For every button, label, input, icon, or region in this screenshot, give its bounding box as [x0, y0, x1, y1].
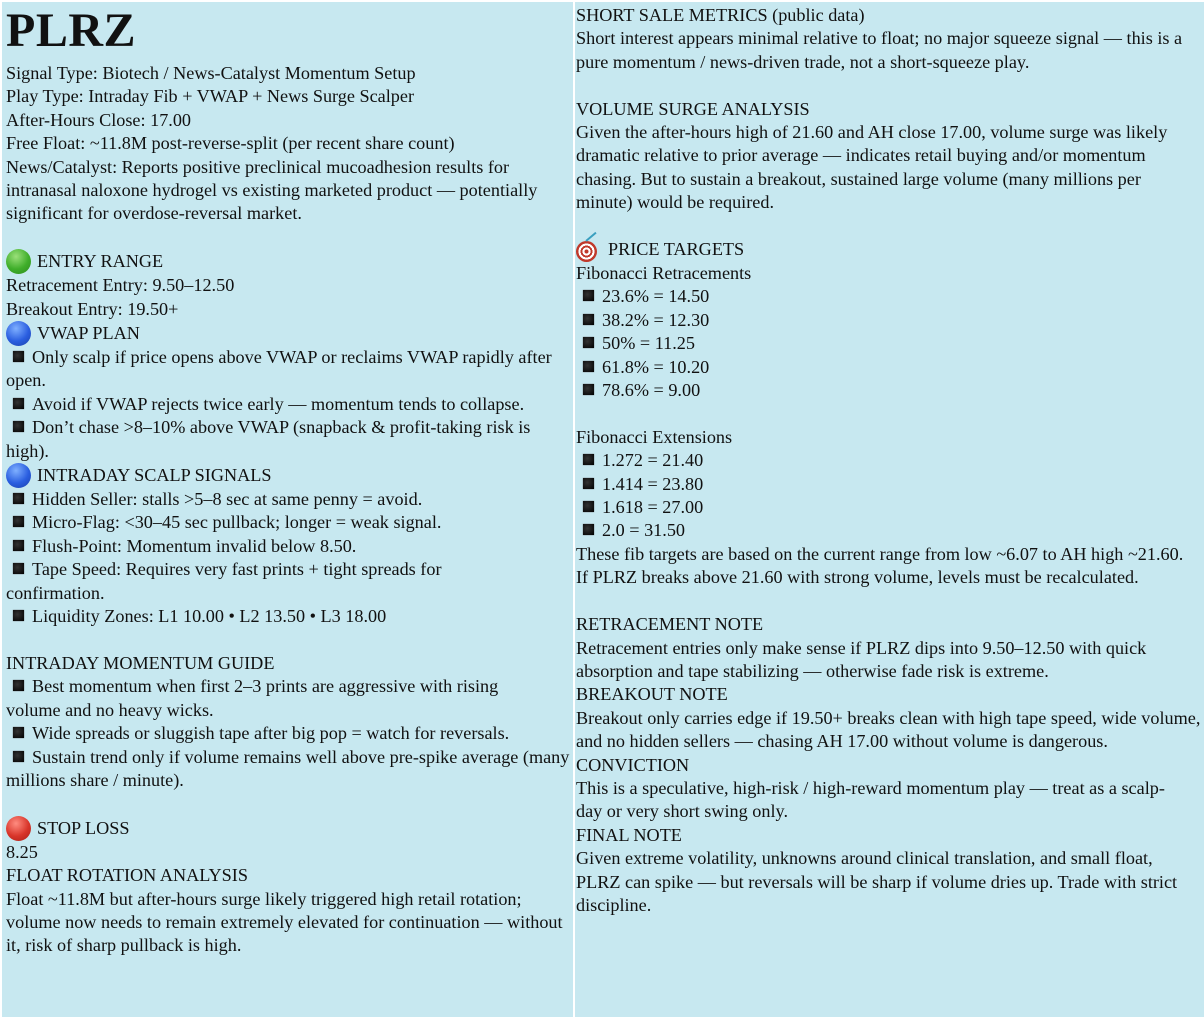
fib-level-text: 61.8% = 10.20	[602, 356, 710, 377]
list-item	[6, 558, 506, 605]
fib-level	[576, 309, 1204, 332]
list-item-text: Tape Speed: Requires very fast prints + tight spreads for confirmation.	[6, 559, 442, 603]
fib-level-text: 50% = 11.25	[602, 333, 695, 354]
square-bullet-icon	[13, 680, 24, 691]
square-bullet-icon	[583, 524, 594, 535]
overview-section	[6, 62, 573, 226]
breakout-entry: Breakout Entry: 19.50+	[6, 298, 179, 319]
list-item	[6, 722, 573, 745]
stop-loss-value: 8.25	[6, 841, 38, 862]
entry-range-section	[6, 249, 573, 321]
fib-level	[576, 449, 1204, 472]
after-hours-close: After-Hours Close: 17.00	[6, 109, 192, 130]
square-bullet-icon	[13, 398, 24, 409]
list-item-text: Micro-Flag: <30–45 sec pullback; longer = weak signal.	[32, 512, 442, 533]
square-bullet-icon	[13, 493, 24, 504]
square-bullet-icon	[13, 351, 24, 362]
red-circle-icon	[6, 816, 31, 841]
square-bullet-icon	[13, 516, 24, 527]
ticker-title: PLRZ	[6, 4, 137, 57]
list-item-text: Only scalp if price opens above VWAP or reclaims VWAP rapidly after open.	[6, 347, 552, 391]
square-bullet-icon	[583, 361, 594, 372]
fib-level	[576, 285, 1204, 308]
fib-extensions-title: Fibonacci Extensions	[576, 426, 733, 447]
spacer	[6, 792, 573, 815]
fib-level-text: 23.6% = 14.50	[602, 286, 710, 307]
list-item-text: Sustain trend only if volume remains well above pre-spike average (many millions share / minute).	[6, 746, 570, 790]
fib-level	[576, 356, 1204, 379]
scalp-signals-section	[6, 463, 573, 628]
square-bullet-icon	[13, 727, 24, 738]
momentum-guide-section	[6, 652, 573, 792]
spacer	[576, 590, 1204, 613]
fib-level	[576, 332, 1204, 355]
fib-level-text: 2.0 = 31.50	[602, 520, 686, 541]
short-sale-section	[576, 4, 1204, 74]
retracement-entry: Retracement Entry: 9.50–12.50	[6, 275, 235, 296]
spacer	[576, 74, 1204, 97]
list-item	[6, 416, 568, 463]
volume-surge-title: VOLUME SURGE ANALYSIS	[576, 98, 810, 119]
float-rotation-title: FLOAT ROTATION ANALYSIS	[6, 865, 248, 886]
square-bullet-icon	[583, 314, 594, 325]
free-float: Free Float: ~11.8M post-reverse-split (per recent share count)	[6, 133, 455, 154]
volume-surge-section	[576, 98, 1204, 215]
price-targets-title: PRICE TARGETS	[608, 239, 745, 260]
final-note-text: Given extreme volatility, unknowns around clinical translation, and small float, PLRZ can spike — but reversals will be sharp if volume dries up. Trade with strict discipline.	[576, 848, 1178, 915]
list-item	[6, 535, 573, 558]
fib-level-text: 1.618 = 27.00	[602, 497, 704, 518]
list-item-text: Wide spreads or sluggish tape after big pop = watch for reversals.	[32, 723, 510, 744]
fib-level	[576, 473, 1204, 496]
fib-level-text: 38.2% = 12.30	[602, 309, 710, 330]
fib-level-text: 1.272 = 21.40	[602, 450, 704, 471]
fib-retracements-title: Fibonacci Retracements	[576, 263, 752, 284]
square-bullet-icon	[583, 454, 594, 465]
fib-level	[576, 519, 1204, 542]
list-item-text: Flush-Point: Momentum invalid below 8.50.	[32, 535, 357, 556]
retracement-note-title: RETRACEMENT NOTE	[576, 614, 764, 635]
scalp-signals-title: INTRADAY SCALP SIGNALS	[37, 464, 272, 485]
left-panel	[2, 2, 573, 1017]
square-bullet-icon	[583, 478, 594, 489]
entry-range-header	[6, 249, 573, 274]
retracement-note-section	[576, 613, 1204, 683]
signal-type: Signal Type: Biotech / News-Catalyst Momentum Setup	[6, 63, 416, 83]
square-bullet-icon	[583, 337, 594, 348]
list-item-text: Liquidity Zones: L1 10.00 • L2 13.50 • L3 18.00	[32, 606, 387, 627]
vwap-plan-header	[6, 321, 573, 346]
list-item-text: Avoid if VWAP rejects twice early — momentum tends to collapse.	[32, 393, 525, 414]
square-bullet-icon	[583, 384, 594, 395]
breakout-note-section	[576, 683, 1204, 753]
entry-range-title: ENTRY RANGE	[37, 251, 164, 272]
list-item	[6, 605, 573, 628]
square-bullet-icon	[13, 751, 24, 762]
price-targets-header	[576, 238, 1204, 262]
spacer	[6, 629, 573, 652]
volume-surge-text: Given the after-hours high of 21.60 and AH close 17.00, volume surge was likely dramatic relative to prior average — indicates retail buying and/or momentum chasing. But to sustain a breakout, sustained large volume (many millions per minute) would be required.	[576, 122, 1168, 213]
breakout-note-text: Breakout only carries edge if 19.50+ breaks clean with high tape speed, wide volume, and no hidden sellers — chasing AH 17.00 without volume is dangerous.	[576, 707, 1201, 752]
retracement-note-text: Retracement entries only make sense if PLRZ dips into 9.50–12.50 with quick absorption and tape stabilizing — otherwise fade risk is extreme.	[576, 637, 1147, 681]
square-bullet-icon	[583, 501, 594, 512]
momentum-guide-title: INTRADAY MOMENTUM GUIDE	[6, 652, 275, 673]
list-item-text: Don’t chase >8–10% above VWAP (snapback & profit-taking risk is high).	[6, 417, 531, 461]
blue-circle-icon	[6, 321, 31, 346]
fib-level	[576, 379, 1204, 402]
news-catalyst: News/Catalyst: Reports positive preclinical mucoadhesion results for intranasal naloxone hydrogel vs existing marketed product — potentially significant for overdose-reversal market.	[6, 156, 538, 224]
conviction-text: This is a speculative, high-risk / high-reward momentum play — treat as a scalp-day or very short swing only.	[576, 777, 1165, 822]
list-item	[6, 675, 554, 722]
float-rotation-section	[6, 864, 573, 958]
list-item	[6, 346, 568, 393]
stop-loss-section	[6, 816, 573, 864]
price-targets-section	[576, 238, 1204, 590]
stop-loss-header	[6, 816, 573, 841]
spacer	[576, 215, 1204, 238]
green-circle-icon	[6, 249, 31, 274]
fib-level-text: 1.414 = 23.80	[602, 473, 704, 494]
list-item	[6, 511, 573, 534]
right-panel	[575, 2, 1204, 1017]
list-item	[6, 488, 573, 511]
square-bullet-icon	[13, 421, 24, 432]
vwap-plan-section	[6, 321, 573, 463]
square-bullet-icon	[583, 290, 594, 301]
final-note-title: FINAL NOTE	[576, 824, 682, 845]
spacer	[6, 226, 573, 249]
square-bullet-icon	[13, 563, 24, 574]
breakout-note-title: BREAKOUT NOTE	[576, 684, 728, 705]
float-rotation-text: Float ~11.8M but after-hours surge likely triggered high retail rotation; volume now needs to remain extremely elevated for continuation — without it, risk of sharp pullback is high.	[6, 888, 563, 956]
blue-circle-icon	[6, 463, 31, 488]
conviction-title: CONVICTION	[576, 754, 690, 775]
stop-loss-title: STOP LOSS	[37, 817, 130, 838]
square-bullet-icon	[13, 540, 24, 551]
fib-level	[576, 496, 1204, 519]
list-item-text: Best momentum when first 2–3 prints are aggressive with rising volume and no heavy wicks.	[6, 676, 499, 720]
final-note-section	[576, 824, 1204, 918]
scalp-signals-header	[6, 463, 573, 488]
fib-note: These fib targets are based on the current range from low ~6.07 to AH high ~21.60. If PLRZ breaks above 21.60 with strong volume, levels must be recalculated.	[576, 543, 1184, 588]
short-sale-title: SHORT SALE METRICS (public data)	[576, 5, 865, 25]
vwap-plan-title: VWAP PLAN	[37, 322, 140, 343]
spacer	[576, 402, 1204, 425]
list-item	[6, 746, 572, 793]
short-sale-text: Short interest appears minimal relative to float; no major squeeze signal — this is a pure momentum / news-driven trade, not a short-squeeze play.	[576, 28, 1183, 72]
direct-hit-target-icon	[576, 238, 600, 262]
list-item	[6, 393, 526, 416]
play-type: Play Type: Intraday Fib + VWAP + News Surge Scalper	[6, 86, 415, 107]
conviction-section	[576, 754, 1204, 824]
list-item-text: Hidden Seller: stalls >5–8 sec at same penny = avoid.	[32, 489, 423, 510]
square-bullet-icon	[13, 610, 24, 621]
fib-level-text: 78.6% = 9.00	[602, 380, 701, 401]
